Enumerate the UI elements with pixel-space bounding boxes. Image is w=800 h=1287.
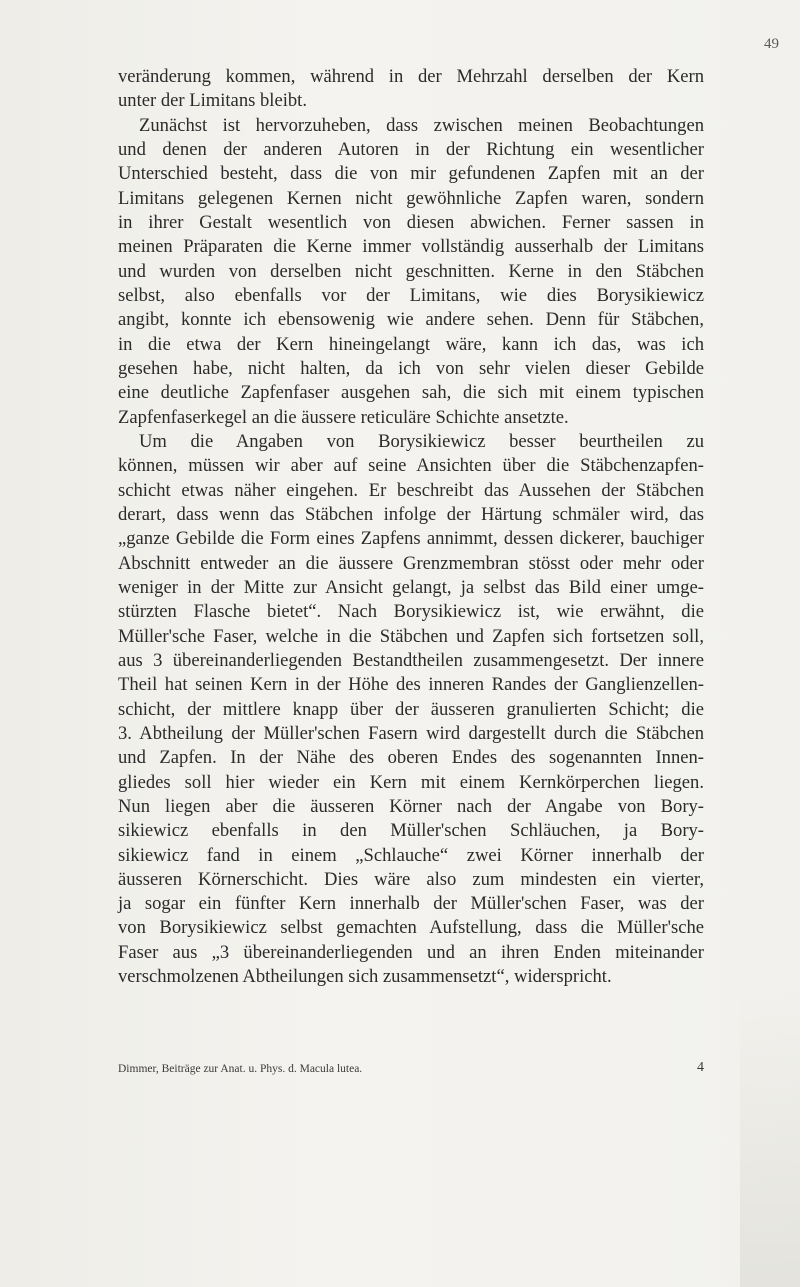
text-line: sikiewicz ebenfalls in den Müller'schen Schläuchen, ja Bory- xyxy=(118,820,704,842)
text-line: in die etwa der Kern hineingelangt wäre, kann ich das, was ich xyxy=(118,333,704,355)
text-line: gliedes soll hier wieder ein Kern mit einem Kernkörperchen liegen. xyxy=(118,771,704,793)
text-line: Abschnitt entweder an die äussere Grenzmembran stösst oder mehr oder xyxy=(118,552,704,574)
text-line: sikiewicz fand in einem „Schlauche“ zwei Körner innerhalb der xyxy=(118,844,704,866)
text-line: veränderung kommen, während in der Mehrzahl derselben der Kern xyxy=(118,66,704,87)
body-text xyxy=(118,65,704,989)
text-line: verschmolzenen Abtheilungen sich zusammensetzt“, widerspricht. xyxy=(118,966,612,988)
text-line: und denen der anderen Autoren in der Richtung ein wesentlicher xyxy=(118,138,704,160)
text-line: Um die Angaben von Borysikiewicz besser beurtheilen zu xyxy=(139,430,704,452)
text-line: 3. Abtheilung der Müller'schen Fasern wird dargestellt durch die Stäbchen xyxy=(118,722,704,744)
text-line: Zunächst ist hervorzuheben, dass zwischen meinen Beobachtungen xyxy=(139,114,704,136)
text-line: können, müssen wir aber auf seine Ansichten über die Stäbchenzapfen- xyxy=(118,455,704,477)
text-line: Limitans gelegenen Kernen nicht gewöhnliche Zapfen waren, sondern xyxy=(118,187,704,209)
text-line: unter der Limitans bleibt. xyxy=(118,90,307,112)
text-line: ja sogar ein fünfter Kern innerhalb der Müller'schen Faser, was der xyxy=(118,893,704,915)
page-number: 49 xyxy=(764,36,779,52)
text-line: meinen Präparaten die Kerne immer vollständig ausserhalb der Limitans xyxy=(118,236,704,258)
text-line: Nun liegen aber die äusseren Körner nach der Angabe von Bory- xyxy=(118,795,704,817)
text-line: äusseren Körnerschicht. Dies wäre also zum mindesten ein vierter, xyxy=(118,868,704,890)
text-line: weniger in der Mitte zur Ansicht gelangt, ja selbst das Bild einer umge- xyxy=(118,576,704,598)
text-line: angibt, konnte ich ebensowenig wie andere sehen. Denn für Stäbchen, xyxy=(118,309,704,331)
text-line: eine deutliche Zapfenfaser ausgehen sah, die sich mit einem typischen xyxy=(118,382,704,404)
text-line: aus 3 übereinanderliegenden Bestandtheilen zusammengesetzt. Der innere xyxy=(118,649,704,671)
footer xyxy=(118,1060,704,1075)
text-line: schicht, der mittlere knapp über der äusseren granulierten Schicht; die xyxy=(118,698,704,720)
text-line: Zapfenfaserkegel an die äussere reticuläre Schichte ansetzte. xyxy=(118,406,569,428)
text-line: gesehen habe, nicht halten, da ich von sehr vielen dieser Gebilde xyxy=(118,357,704,379)
text-line: selbst, also ebenfalls vor der Limitans, wie dies Borysikiewicz xyxy=(118,284,704,306)
text-line: derart, dass wenn das Stäbchen infolge der Härtung schmäler wird, das xyxy=(118,503,704,525)
text-line: „ganze Gebilde die Form eines Zapfens annimmt, dessen dickerer, bauchiger xyxy=(118,528,704,550)
text-line: Theil hat seinen Kern in der Höhe des inneren Randes der Ganglienzellen- xyxy=(118,674,704,696)
text-line: von Borysikiewicz selbst gemachten Aufstellung, dass die Müller'sche xyxy=(118,917,704,939)
signature-mark: 4 xyxy=(697,1060,704,1075)
text-line: Faser aus „3 übereinanderliegenden und an ihren Enden miteinander xyxy=(118,941,704,963)
page-corner-shade xyxy=(740,987,800,1287)
text-line: Müller'sche Faser, welche in die Stäbchen und Zapfen sich fortsetzen soll, xyxy=(118,625,704,647)
text-line: stürzten Flasche bietet“. Nach Borysikiewicz ist, wie erwähnt, die xyxy=(118,601,704,623)
text-line: und Zapfen. In der Nähe des oberen Endes des sogenannten Innen- xyxy=(118,747,704,769)
text-line: schicht etwas näher eingehen. Er beschreibt das Aussehen der Stäbchen xyxy=(118,479,704,501)
text-line: Unterschied besteht, dass die von mir gefundenen Zapfen mit an der xyxy=(118,163,704,185)
text-line: und wurden von derselben nicht geschnitten. Kerne in den Stäbchen xyxy=(118,260,704,282)
footer-citation: Dimmer, Beiträge zur Anat. u. Phys. d. Macula lutea. xyxy=(118,1063,363,1075)
text-line: in ihrer Gestalt wesentlich von diesen abwichen. Ferner sassen in xyxy=(118,211,704,233)
